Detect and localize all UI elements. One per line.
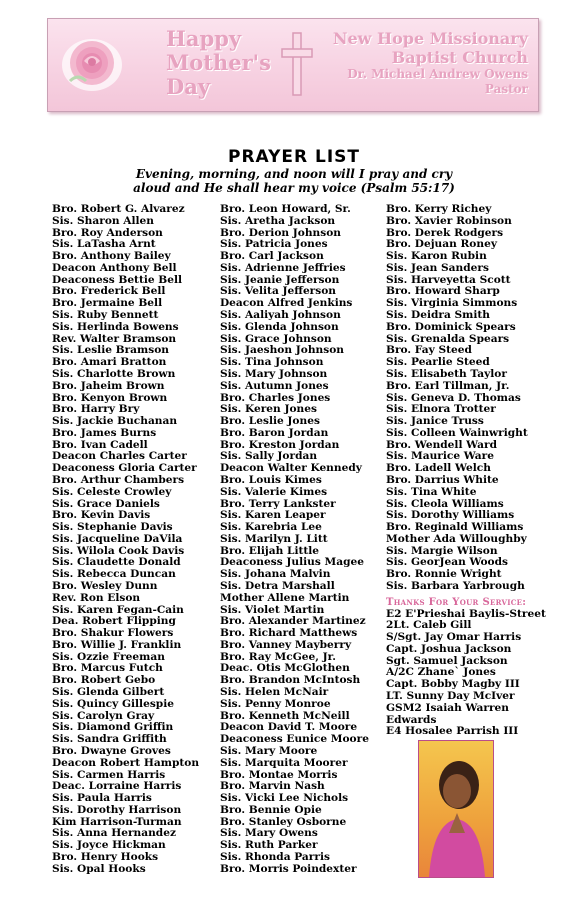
prayer-name: Sis. Ozzie Freeman xyxy=(52,650,165,663)
service-members-list xyxy=(386,609,546,739)
prayer-name: Deac. Otis McGlothen xyxy=(220,662,350,675)
prayer-name: Bro. Henry Hooks xyxy=(52,850,159,863)
prayer-list-column-3 xyxy=(386,204,546,738)
prayer-name: Bro. Anthony Bailey xyxy=(52,250,171,263)
prayer-name: Bro. Marvin Nash xyxy=(220,780,325,793)
prayer-name: Sis. Grace Daniels xyxy=(52,497,160,510)
service-member-name: A/2C Zhane` Jones xyxy=(386,666,496,679)
prayer-name: Sis. Grace Johnson xyxy=(220,332,332,345)
prayer-list-column-2 xyxy=(220,204,369,876)
rose-icon xyxy=(58,25,130,97)
prayer-name: Bro. Darrius White xyxy=(386,473,499,486)
prayer-name: Sis. Joyce Hickman xyxy=(52,839,166,852)
prayer-name: Bro. Harry Bry xyxy=(52,403,140,416)
prayer-name: Sis. Glenda Johnson xyxy=(220,320,339,333)
prayer-name: Sis. Dorothy Williams xyxy=(386,509,515,522)
prayer-name: Bro. Jaheim Brown xyxy=(52,379,165,392)
cross-icon xyxy=(280,31,314,97)
prayer-name: Bro. Dejuan Roney xyxy=(386,238,497,251)
prayer-name: Sis. Jean Sanders xyxy=(386,261,489,274)
prayer-name: Bro. Ray McGee, Jr. xyxy=(220,650,336,663)
prayer-name: Bro. Wesley Dunn xyxy=(52,580,158,592)
service-member-name: GSM2 Isaiah Warren xyxy=(386,701,509,714)
praying-girl-icon xyxy=(419,741,493,877)
prayer-name: Bro. Shakur Flowers xyxy=(52,627,174,640)
prayer-name: Deaconess Bettie Bell xyxy=(52,273,183,286)
prayer-name: Bro. Derek Rodgers xyxy=(386,226,504,239)
prayer-name: Sis. Janice Truss xyxy=(386,415,484,428)
prayer-name: Bro. Ronnie Wright xyxy=(386,568,502,581)
prayer-name: Sis. Claudette Donald xyxy=(52,556,181,569)
service-member-name: E4 Hosalee Parrish III xyxy=(386,725,519,738)
prayer-name: Sis. Adrienne Jeffries xyxy=(220,261,346,274)
prayer-name: Sis. Cleola Williams xyxy=(386,497,504,510)
header-banner xyxy=(47,18,539,112)
prayer-name: Bro. Derion Johnson xyxy=(220,226,341,239)
prayer-name: Bro. Xavier Robinson xyxy=(386,214,512,227)
prayer-name: Bro. Brandon McIntosh xyxy=(220,674,361,687)
prayer-name: Bro. Arthur Chambers xyxy=(52,473,185,486)
subtitle-line1: Evening, morning, and noon will I pray and cry xyxy=(135,167,453,181)
prayer-name: Bro. Vanney Mayberry xyxy=(220,638,352,651)
prayer-name: Bro. Alexander Martinez xyxy=(220,615,366,628)
pastor-title: Pastor xyxy=(484,82,528,96)
prayer-name: Deacon David T. Moore xyxy=(220,721,358,734)
service-member-name: Capt. Bobby Magby III xyxy=(386,678,520,691)
service-member-name: Edwards xyxy=(386,713,437,726)
prayer-name: Deacon Alfred Jenkins xyxy=(220,297,353,310)
prayer-name: Sis. Velita Jefferson xyxy=(220,285,336,298)
prayer-name: Sis. Carmen Harris xyxy=(52,768,166,781)
prayer-name: Bro. Earl Tillman, Jr. xyxy=(386,379,510,392)
prayer-name: Sis. Glenda Gilbert xyxy=(52,686,165,699)
prayer-name: Sis. Wilola Cook Davis xyxy=(52,544,185,557)
prayer-name: Sis. Patricia Jones xyxy=(220,238,328,251)
prayer-name: Sis. Sally Jordan xyxy=(220,450,318,463)
prayer-name: Bro. Marcus Futch xyxy=(52,662,163,675)
subtitle xyxy=(0,167,588,195)
prayer-name: Sis. Sandra Griffith xyxy=(52,733,167,746)
prayer-name: Sis. Violet Martin xyxy=(220,603,325,616)
prayer-name: Deacon Anthony Bell xyxy=(52,261,177,274)
prayer-name: Deacon Robert Hampton xyxy=(52,756,200,769)
service-member-name: LT. Sunny Day McIver xyxy=(386,690,515,703)
prayer-name: Sis. Margie Wilson xyxy=(386,544,498,557)
page-title: PRAYER LIST xyxy=(227,147,360,167)
prayer-name: Sis. Karen Leaper xyxy=(220,509,326,522)
prayer-name: Bro. Howard Sharp xyxy=(386,285,500,298)
service-member-name: 2Lt. Caleb Gill xyxy=(386,619,472,632)
prayer-name: Sis. Marquita Moorer xyxy=(220,756,348,769)
church-name-line2: Baptist Church xyxy=(391,48,528,67)
prayer-name: Bro. Dwayne Groves xyxy=(52,744,171,757)
prayer-name: Sis. Maurice Ware xyxy=(386,450,494,463)
service-member-name: Capt. Joshua Jackson xyxy=(386,642,512,655)
prayer-name: Sis. Karebria Lee xyxy=(220,521,322,534)
prayer-name: Bro. Amari Bratton xyxy=(52,356,167,369)
prayer-name: Bro. Morris Poindexter xyxy=(220,862,357,875)
prayer-name: Deaconess Eunice Moore xyxy=(220,733,369,746)
prayer-name: Sis. Elisabeth Taylor xyxy=(386,367,507,380)
prayer-name: Sis. Aaliyah Johnson xyxy=(220,309,341,322)
prayer-name: Sis. Mary Moore xyxy=(220,744,318,757)
prayer-name: Bro. Roy Anderson xyxy=(52,226,163,239)
prayer-name: Deac. Lorraine Harris xyxy=(52,780,182,793)
prayer-name: Sis. Jeanie Jefferson xyxy=(220,273,340,286)
prayer-name: Sis. Charlotte Brown xyxy=(52,367,176,380)
prayer-name: Sis. Barbara Yarbrough xyxy=(386,580,525,592)
prayer-name: Sis. Penny Monroe xyxy=(220,697,331,710)
prayer-name: Sis. Autumn Jones xyxy=(220,379,329,392)
thanks-heading: Thanks For Your Service: xyxy=(386,596,527,608)
prayer-name: Sis. Keren Jones xyxy=(220,403,317,416)
prayer-name: Sis. Anna Hernandez xyxy=(52,827,176,840)
prayer-name: Bro. Robert Gebo xyxy=(52,674,156,687)
prayer-name: Sis. Jacqueline DaVila xyxy=(52,532,183,545)
prayer-name: Bro. Carl Jackson xyxy=(220,250,324,263)
prayer-name: Bro. Kevin Davis xyxy=(52,509,151,522)
prayer-name: Sis. Aretha Jackson xyxy=(220,214,336,227)
church-name-line1: New Hope Missionary xyxy=(332,29,528,48)
prayer-name: Sis. Carolyn Gray xyxy=(52,709,155,722)
service-member-name: E2 E'Prieshai Baylis-Street xyxy=(386,607,546,620)
prayer-name: Bro. Jermaine Bell xyxy=(52,297,163,310)
service-member-name: S/Sgt. Jay Omar Harris xyxy=(386,631,522,644)
prayer-name: Sis. Geneva D. Thomas xyxy=(386,391,521,404)
prayer-name: Sis. Celeste Crowley xyxy=(52,485,172,498)
prayer-name: Sis. Rhonda Parris xyxy=(220,850,330,863)
prayer-name: Sis. Jaeshon Johnson xyxy=(220,344,344,357)
prayer-name: Rev. Walter Bramson xyxy=(52,332,177,345)
prayer-name: Bro. Bennie Opie xyxy=(220,803,322,816)
prayer-name: Sis. Johana Malvin xyxy=(220,568,331,581)
prayer-name: Sis. Ruth Parker xyxy=(220,839,318,852)
prayer-name: Sis. Tina Johnson xyxy=(220,356,324,369)
prayer-name: Sis. Jackie Buchanan xyxy=(52,415,178,428)
prayer-name: Bro. Terry Lankster xyxy=(220,497,336,510)
prayer-name: Bro. Ladell Welch xyxy=(386,462,491,475)
prayer-name: Bro. Stanley Osborne xyxy=(220,815,347,828)
mothers-day-text: Happy Mother's Day xyxy=(166,26,271,99)
prayer-name: Sis. Elnora Trotter xyxy=(386,403,496,416)
prayer-name: Bro. James Burns xyxy=(52,426,157,439)
prayer-name: Sis. LaTasha Arnt xyxy=(52,238,156,251)
prayer-name: Kim Harrison-Turman xyxy=(52,815,182,828)
prayer-name: Bro. Elijah Little xyxy=(220,544,320,557)
prayer-name: Sis. Paula Harris xyxy=(52,792,152,805)
prayer-name: Deaconess Gloria Carter xyxy=(52,462,197,475)
prayer-name: Sis. Mary Johnson xyxy=(220,367,328,380)
prayer-name: Bro. Richard Matthews xyxy=(220,627,358,640)
prayer-name: Sis. Pearlie Steed xyxy=(386,356,490,369)
prayer-name: Bro. Frederick Bell xyxy=(52,285,166,298)
prayer-name: Sis. Valerie Kimes xyxy=(220,485,328,498)
prayer-name: Sis. Dorothy Harrison xyxy=(52,803,182,816)
church-info xyxy=(333,29,528,97)
service-member-name: Sgt. Samuel Jackson xyxy=(386,654,508,667)
prayer-name: Deacon Charles Carter xyxy=(52,450,187,463)
prayer-name: Sis. Leslie Bramson xyxy=(52,344,169,357)
prayer-name: Rev. Ron Elson xyxy=(52,591,141,604)
prayer-name: Bro. Wendell Ward xyxy=(386,438,497,451)
prayer-name: Bro. Kreston Jordan xyxy=(220,438,340,451)
prayer-name: Sis. Sharon Allen xyxy=(52,214,154,227)
prayer-name: Mother Ada Willoughby xyxy=(386,532,527,545)
pastor-name: Dr. Michael Andrew Owens xyxy=(347,67,528,81)
prayer-name: Dea. Robert Flipping xyxy=(52,615,176,628)
prayer-name: Sis. Herlinda Bowens xyxy=(52,320,179,333)
prayer-name: Bro. Louis Kimes xyxy=(220,473,322,486)
prayer-list-column-1 xyxy=(52,204,199,876)
prayer-name: Bro. Baron Jordan xyxy=(220,426,329,439)
prayer-name: Bro. Willie J. Franklin xyxy=(52,638,182,651)
prayer-name: Bro. Leon Howard, Sr. xyxy=(220,203,351,215)
prayer-name: Sis. Deidra Smith xyxy=(386,309,490,322)
prayer-name: Bro. Robert G. Alvarez xyxy=(52,203,185,215)
prayer-name: Sis. Virginia Simmons xyxy=(386,297,518,310)
prayer-name: Bro. Leslie Jones xyxy=(220,415,320,428)
subtitle-line2: aloud and He shall hear my voice (Psalm 55:17) xyxy=(133,181,455,195)
praying-girl-photo xyxy=(418,740,494,878)
prayer-name: Bro. Ivan Cadell xyxy=(52,438,148,451)
prayer-name: Bro. Dominick Spears xyxy=(386,320,516,333)
prayer-name: Bro. Reginald Williams xyxy=(386,521,524,534)
prayer-name: Sis. Karon Rubin xyxy=(386,250,487,263)
prayer-name: Sis. Tina White xyxy=(386,485,477,498)
prayer-name: Bro. Kerry Richey xyxy=(386,203,492,215)
prayer-name: Sis. Vicki Lee Nichols xyxy=(220,792,349,805)
prayer-name: Sis. Detra Marshall xyxy=(220,580,335,592)
prayer-name: Sis. Ruby Bennett xyxy=(52,309,159,322)
prayer-name: Sis. Opal Hooks xyxy=(52,862,146,875)
prayer-name: Mother Allene Martin xyxy=(220,591,350,604)
prayer-name: Bro. Kenneth McNeill xyxy=(220,709,350,722)
prayer-name: Sis. Rebecca Duncan xyxy=(52,568,176,581)
prayer-name: Bro. Kenyon Brown xyxy=(52,391,168,404)
prayer-name: Sis. Marilyn J. Litt xyxy=(220,532,328,545)
prayer-name: Sis. Helen McNair xyxy=(220,686,329,699)
prayer-name: Sis. Harveyetta Scott xyxy=(386,273,511,286)
prayer-name: Sis. Mary Owens xyxy=(220,827,318,840)
prayer-name: Sis. Stephanie Davis xyxy=(52,521,173,534)
prayer-name: Sis. Karen Fegan-Cain xyxy=(52,603,184,616)
prayer-name: Sis. Grenalda Spears xyxy=(386,332,510,345)
prayer-name: Bro. Charles Jones xyxy=(220,391,331,404)
prayer-name: Deacon Walter Kennedy xyxy=(220,462,362,475)
prayer-name: Bro. Montae Morris xyxy=(220,768,338,781)
prayer-names-column-3 xyxy=(386,204,546,593)
prayer-name: Sis. Quincy Gillespie xyxy=(52,697,174,710)
prayer-name: Sis. Diamond Griffin xyxy=(52,721,174,734)
prayer-name: Sis. Colleen Wainwright xyxy=(386,426,528,439)
prayer-name: Sis. GeorJean Woods xyxy=(386,556,508,569)
prayer-name: Deaconess Julius Magee xyxy=(220,556,364,569)
prayer-name: Bro. Fay Steed xyxy=(386,344,472,357)
